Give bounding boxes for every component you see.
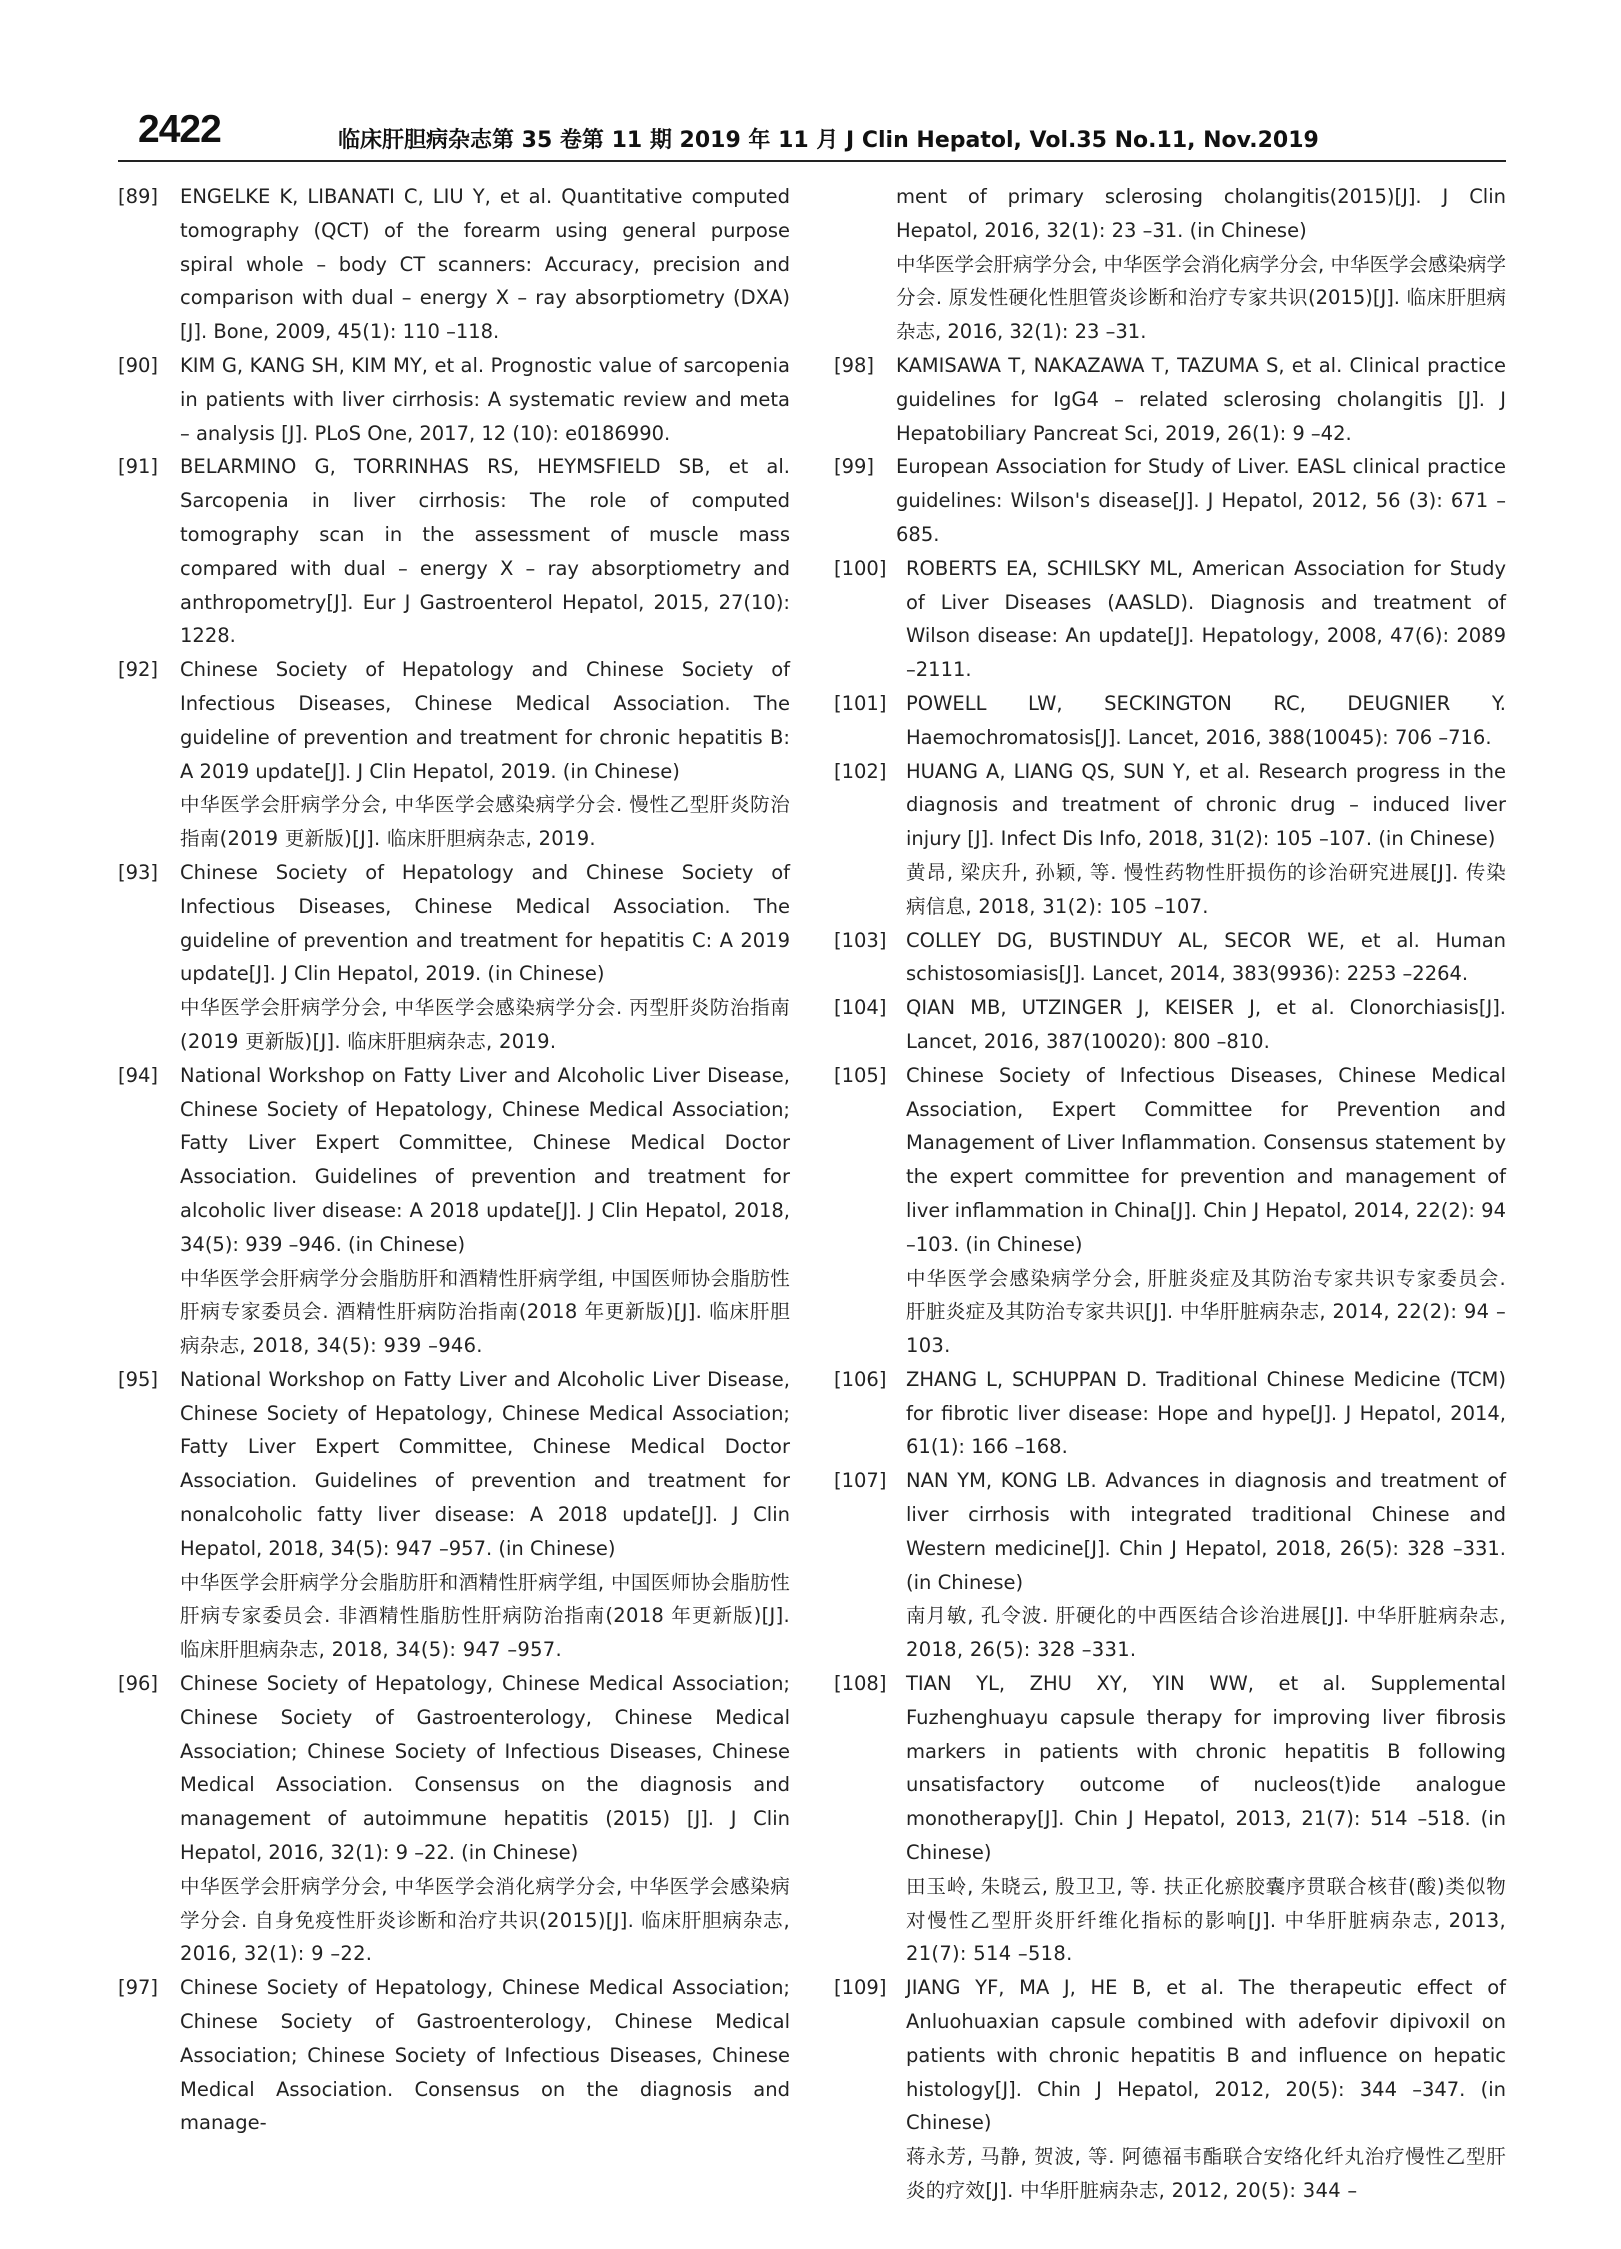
reference-text-chinese: 中华医学会肝病学分会脂肪肝和酒精性肝病学组, 中国医师协会脂肪性肝病专家委员会. 非酒精性脂肪性肝病防治指南(2018 年更新版)[J]. 临床肝胆病杂志, 2018, 34(5): 947 –957.: [180, 1570, 790, 1662]
reference-item: [118, 1971, 790, 2140]
reference-item: [834, 552, 1506, 687]
reference-item: [834, 349, 1506, 450]
reference-text: ZHANG L, SCHUPPAN D. Traditional Chinese Medicine (TCM) for fibrotic liver disease: Hope and hype[J]. J Hepatol, 2014, 61(1): 166 –168.: [906, 1367, 1506, 1459]
reference-text: Chinese Society of Hepatology and Chinese Society of Infectious Diseases, Chinese Medical Association. The guideline of prevention and treatment for hepatitis C: A 2019 update[J]. J Clin Hepatol, 2019. (in Chinese): [180, 860, 790, 986]
reference-text: Chinese Society of Hepatology and Chinese Society of Infectious Diseases, Chinese Medical Association. The guideline of prevention and treatment for chronic hepatitis B: A 2019 update[J]. J Clin Hepatol, 2019. (in Chinese): [180, 658, 790, 783]
reference-text: KAMISAWA T, NAKAZAWA T, TAZUMA S, et al. Clinical practice guidelines for IgG4 – related sclerosing cholangitis [J]. J Hepatobiliary Pancreat Sci, 2019, 26(1): 9 –42.: [896, 353, 1506, 445]
reference-item: [834, 1667, 1506, 1971]
reference-text-chinese: 黄昂, 梁庆升, 孙颖, 等. 慢性药物性肝损伤的诊治研究进展[J]. 传染病信息, 2018, 31(2): 105 –107.: [906, 860, 1506, 918]
reference-number: [100]: [834, 556, 887, 580]
reference-text: ENGELKE K, LIBANATI C, LIU Y, et al. Quantitative computed tomography (QCT) of the forearm using general purpose spiral whole – body CT scanners: Accuracy, precision and comparison with dual – energy X – ray absorptiometry (DXA) [J]. Bone, 2009, 45(1): 110 –118.: [180, 185, 790, 344]
running-header: [118, 108, 1506, 162]
reference-number: [98]: [834, 353, 875, 377]
reference-number: [97]: [118, 1976, 159, 2000]
reference-number: [90]: [118, 353, 159, 377]
reference-number: [92]: [118, 658, 159, 682]
reference-item: [834, 450, 1506, 551]
reference-number: [94]: [118, 1063, 159, 1087]
reference-number: [102]: [834, 759, 887, 783]
reference-text: BELARMINO G, TORRINHAS RS, HEYMSFIELD SB, et al. Sarcopenia in liver cirrhosis: The role of computed tomography scan in the assessment of muscle mass compared with dual – energy X – ray absorptiometry and anthropometry[J]. Eur J Gastroenterol Hepatol, 2015, 27(10): 1228.: [180, 455, 790, 648]
reference-continuation: [834, 180, 1506, 349]
reference-text: HUANG A, LIANG QS, SUN Y, et al. Research progress in the diagnosis and treatment of chronic drug – induced liver injury [J]. Infect Dis Info, 2018, 31(2): 105 –107. (in Chinese): [906, 759, 1506, 851]
reference-text: Chinese Society of Hepatology, Chinese Medical Association; Chinese Society of Gastroenterology, Chinese Medical Association; Chinese Society of Infectious Diseases, Chinese Medical Association. Consensus on the diagnosis and manage-: [180, 1976, 790, 2135]
reference-text-chinese: 中华医学会肝病学分会, 中华医学会感染病学分会. 丙型肝炎防治指南(2019 更新版)[J]. 临床肝胆病杂志, 2019.: [180, 996, 790, 1053]
reference-number: [104]: [834, 996, 887, 1020]
reference-item: [834, 1059, 1506, 1363]
reference-number: [106]: [834, 1367, 887, 1391]
reference-text-chinese: 中华医学会肝病学分会, 中华医学会感染病学分会. 慢性乙型肝炎防治指南(2019 更新版)[J]. 临床肝胆病杂志, 2019.: [180, 793, 790, 851]
reference-item: [834, 1363, 1506, 1464]
reference-text-chinese: 中华医学会感染病学分会, 肝脏炎症及其防治专家共识专家委员会. 肝脏炎症及其防治专家共识[J]. 中华肝脏病杂志, 2014, 22(2): 94 –103.: [906, 1266, 1506, 1358]
reference-item: [834, 924, 1506, 992]
reference-text-chinese: 田玉岭, 朱晓云, 殷卫卫, 等. 扶正化瘀胶囊序贯联合核苷(酸)类似物对慢性乙型肝炎肝纤维化指标的影响[J]. 中华肝脏病杂志, 2013, 21(7): 514 –518.: [906, 1874, 1506, 1966]
reference-number: [107]: [834, 1469, 887, 1493]
reference-number: [103]: [834, 928, 887, 952]
reference-text: Chinese Society of Hepatology, Chinese Medical Association; Chinese Society of Gastroenterology, Chinese Medical Association; Chinese Society of Infectious Diseases, Chinese Medical Association. Consensus on the diagnosis and management of autoimmune hepatitis (2015) [J]. J Clin Hepatol, 2016, 32(1): 9 –22. (in Chinese): [180, 1672, 790, 1865]
reference-text-chinese: 中华医学会肝病学分会脂肪肝和酒精性肝病学组, 中国医师协会脂肪性肝病专家委员会. 酒精性肝病防治指南(2018 年更新版)[J]. 临床肝胆病杂志, 2018, 34(5): 939 –946.: [180, 1266, 790, 1358]
page-number: 2422: [138, 108, 221, 151]
left-column: [118, 180, 790, 2140]
reference-item: [118, 653, 790, 856]
reference-number: [89]: [118, 185, 159, 208]
reference-text: TIAN YL, ZHU XY, YIN WW, et al. Supplemental Fuzhenghuayu capsule therapy for improving liver fibrosis markers in patients with chronic hepatitis B following unsatisfactory outcome of nucleos(t)ide analogue monotherapy[J]. Chin J Hepatol, 2013, 21(7): 514 –518. (in Chinese): [906, 1672, 1506, 1865]
journal-citation-line: 临床肝胆病杂志第 35 卷第 11 期 2019 年 11 月 J Clin Hepatol, Vol.35 No.11, Nov.2019: [338, 128, 1319, 153]
reference-text-chinese: 中华医学会肝病学分会, 中华医学会消化病学分会, 中华医学会感染病学分会. 原发性硬化性胆管炎诊断和治疗专家共识(2015)[J]. 临床肝胆病杂志, 2016, 32(1): 23 –31.: [896, 252, 1506, 344]
reference-number: [95]: [118, 1367, 159, 1391]
reference-item: [834, 687, 1506, 755]
reference-text: ROBERTS EA, SCHILSKY ML, American Association for Study of Liver Diseases (AASLD). Diagnosis and treatment of Wilson disease: An update[J]. Hepatology, 2008, 47(6): 2089 –2111.: [906, 556, 1506, 682]
reference-item: [118, 450, 790, 653]
reference-text: ment of primary sclerosing cholangitis(2015)[J]. J Clin Hepatol, 2016, 32(1): 23 –31. (in Chinese): [896, 185, 1506, 242]
reference-item: [118, 349, 790, 450]
reference-text: National Workshop on Fatty Liver and Alcoholic Liver Disease, Chinese Society of Hepatology, Chinese Medical Association; Fatty Liver Expert Committee, Chinese Medical Doctor Association. Guidelines of prevention and treatment for nonalcoholic fatty liver disease: A 2018 update[J]. J Clin Hepatol, 2018, 34(5): 947 –957. (in Chinese): [180, 1367, 790, 1560]
reference-text: POWELL LW, SECKINGTON RC, DEUGNIER Y. Haemochromatosis[J]. Lancet, 2016, 388(10045): 706 –716.: [906, 691, 1506, 749]
right-column: [834, 180, 1506, 2208]
reference-number: [101]: [834, 691, 887, 715]
reference-text-chinese: 中华医学会肝病学分会, 中华医学会消化病学分会, 中华医学会感染病学分会. 自身免疫性肝炎诊断和治疗共识(2015)[J]. 临床肝胆病杂志, 2016, 32(1): 9 –22.: [180, 1874, 790, 1966]
reference-item: [118, 1667, 790, 1971]
reference-number: [96]: [118, 1672, 159, 1696]
reference-item: [118, 1059, 790, 1363]
reference-text-chinese: 南月敏, 孔令波. 肝硬化的中西医结合诊治进展[J]. 中华肝脏病杂志, 2018, 26(5): 328 –331.: [906, 1604, 1506, 1662]
reference-text: QIAN MB, UTZINGER J, KEISER J, et al. Clonorchiasis[J]. Lancet, 2016, 387(10020): 800 –810.: [906, 996, 1506, 1053]
reference-text: National Workshop on Fatty Liver and Alcoholic Liver Disease, Chinese Society of Hepatology, Chinese Medical Association; Fatty Liver Expert Committee, Chinese Medical Doctor Association. Guidelines of prevention and treatment for alcoholic liver disease: A 2018 update[J]. J Clin Hepatol, 2018, 34(5): 939 –946. (in Chinese): [180, 1063, 790, 1256]
reference-text: KIM G, KANG SH, KIM MY, et al. Prognostic value of sarcopenia in patients with liver cirrhosis: A systematic review and meta – analysis [J]. PLoS One, 2017, 12 (10): e0186990.: [180, 353, 790, 445]
reference-number: [91]: [118, 455, 159, 479]
reference-text: NAN YM, KONG LB. Advances in diagnosis and treatment of liver cirrhosis with integrated traditional Chinese and Western medicine[J]. Chin J Hepatol, 2018, 26(5): 328 –331. (in Chinese): [906, 1469, 1506, 1594]
reference-item: [834, 755, 1506, 924]
reference-text: COLLEY DG, BUSTINDUY AL, SECOR WE, et al. Human schistosomiasis[J]. Lancet, 2014, 383(9936): 2253 –2264.: [906, 928, 1506, 986]
reference-number: [108]: [834, 1672, 887, 1696]
reference-number: [93]: [118, 860, 159, 884]
reference-text-chinese: 蒋永芳, 马静, 贺波, 等. 阿德福韦酯联合安络化纤丸治疗慢性乙型肝炎的疗效[J]. 中华肝脏病杂志, 2012, 20(5): 344 –: [906, 2145, 1506, 2203]
reference-item: [118, 856, 790, 1059]
reference-text: Chinese Society of Infectious Diseases, Chinese Medical Association, Expert Committee for Prevention and Management of Liver Inflammation. Consensus statement by the expert committee for prevention and management of liver inflammation in China[J]. Chin J Hepatol, 2014, 22(2): 94 –103. (in Chinese): [906, 1063, 1506, 1256]
reference-item: [834, 991, 1506, 1059]
reference-number: [105]: [834, 1063, 887, 1087]
reference-number: [99]: [834, 455, 875, 479]
reference-item: [834, 1464, 1506, 1667]
reference-item: [834, 1971, 1506, 2208]
reference-number: [109]: [834, 1976, 887, 2000]
reference-item: [118, 180, 790, 349]
reference-text: JIANG YF, MA J, HE B, et al. The therapeutic effect of Anluohuaxian capsule combined with adefovir dipivoxil on patients with chronic hepatitis B and influence on hepatic histology[J]. Chin J Hepatol, 2012, 20(5): 344 –347. (in Chinese): [906, 1976, 1506, 2135]
reference-text: European Association for Study of Liver. EASL clinical practice guidelines: Wilson's disease[J]. J Hepatol, 2012, 56 (3): 671 –685.: [896, 455, 1506, 546]
reference-item: [118, 1363, 790, 1667]
